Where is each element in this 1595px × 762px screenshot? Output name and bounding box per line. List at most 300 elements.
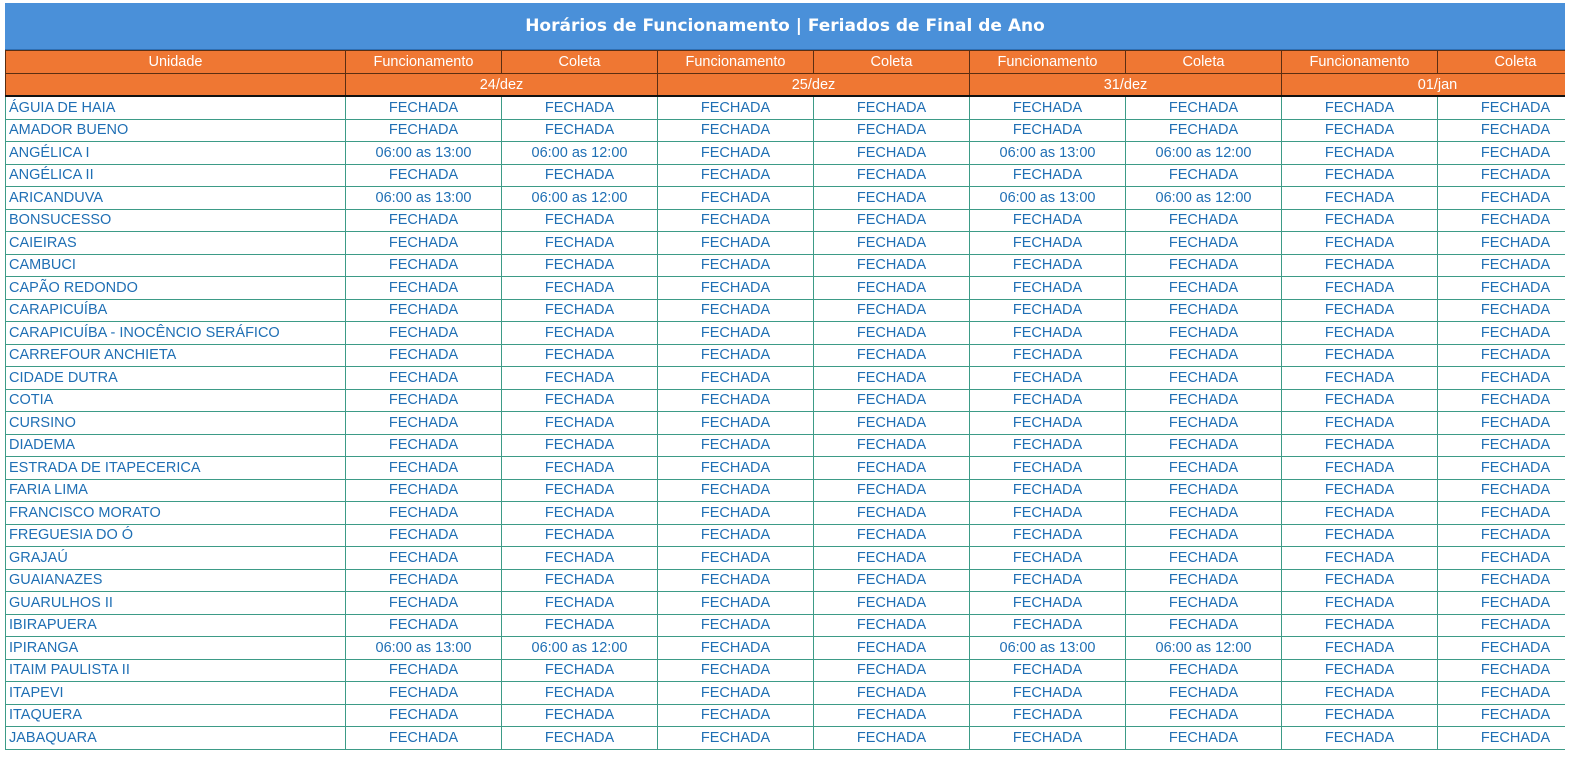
coleta-cell: FECHADA xyxy=(1438,232,1566,255)
funcionamento-cell: FECHADA xyxy=(658,547,814,570)
unit-name: IPIRANGA xyxy=(6,637,346,660)
funcionamento-cell: FECHADA xyxy=(970,96,1126,119)
unit-name: CURSINO xyxy=(6,412,346,435)
coleta-cell: FECHADA xyxy=(814,434,970,457)
funcionamento-cell: FECHADA xyxy=(346,614,502,637)
coleta-cell: FECHADA xyxy=(814,322,970,345)
funcionamento-cell: FECHADA xyxy=(346,457,502,480)
coleta-cell: FECHADA xyxy=(502,682,658,705)
coleta-cell: FECHADA xyxy=(502,659,658,682)
table-row xyxy=(6,704,1566,727)
funcionamento-cell: FECHADA xyxy=(346,704,502,727)
coleta-cell: 06:00 as 12:00 xyxy=(1126,187,1282,210)
funcionamento-cell: FECHADA xyxy=(970,457,1126,480)
table-row xyxy=(6,412,1566,435)
funcionamento-cell: FECHADA xyxy=(346,322,502,345)
coleta-cell: FECHADA xyxy=(1438,96,1566,119)
coleta-cell: FECHADA xyxy=(502,434,658,457)
funcionamento-cell: FECHADA xyxy=(658,614,814,637)
unit-name: CAIEIRAS xyxy=(6,232,346,255)
funcionamento-cell: FECHADA xyxy=(1282,569,1438,592)
coleta-cell: FECHADA xyxy=(1126,322,1282,345)
coleta-cell: FECHADA xyxy=(1438,457,1566,480)
coleta-cell: FECHADA xyxy=(1438,277,1566,300)
coleta-cell: FECHADA xyxy=(1126,412,1282,435)
funcionamento-cell: FECHADA xyxy=(1282,389,1438,412)
funcionamento-cell: FECHADA xyxy=(658,569,814,592)
unit-name: GUARULHOS II xyxy=(6,592,346,615)
funcionamento-cell: FECHADA xyxy=(658,389,814,412)
coleta-cell: FECHADA xyxy=(814,502,970,525)
coleta-cell: FECHADA xyxy=(814,659,970,682)
funcionamento-cell: FECHADA xyxy=(346,119,502,142)
coleta-cell: FECHADA xyxy=(1126,344,1282,367)
funcionamento-cell: FECHADA xyxy=(346,96,502,119)
coleta-cell: FECHADA xyxy=(1126,277,1282,300)
coleta-cell: FECHADA xyxy=(1438,367,1566,390)
header-funcionamento: Funcionamento xyxy=(1282,51,1438,74)
coleta-cell: FECHADA xyxy=(1438,254,1566,277)
coleta-cell: FECHADA xyxy=(1438,412,1566,435)
funcionamento-cell: FECHADA xyxy=(346,569,502,592)
funcionamento-cell: FECHADA xyxy=(970,254,1126,277)
coleta-cell: FECHADA xyxy=(814,524,970,547)
coleta-cell: FECHADA xyxy=(1126,119,1282,142)
funcionamento-cell: FECHADA xyxy=(1282,209,1438,232)
table-row xyxy=(6,142,1566,165)
unit-name: CAPÃO REDONDO xyxy=(6,277,346,300)
funcionamento-cell: FECHADA xyxy=(346,209,502,232)
funcionamento-cell: FECHADA xyxy=(346,727,502,750)
coleta-cell: FECHADA xyxy=(502,96,658,119)
coleta-cell: FECHADA xyxy=(1438,142,1566,165)
funcionamento-cell: FECHADA xyxy=(970,547,1126,570)
coleta-cell: FECHADA xyxy=(1126,389,1282,412)
coleta-cell: FECHADA xyxy=(814,457,970,480)
coleta-cell: FECHADA xyxy=(502,479,658,502)
table-row xyxy=(6,232,1566,255)
unit-name: ARICANDUVA xyxy=(6,187,346,210)
funcionamento-cell: FECHADA xyxy=(1282,637,1438,660)
funcionamento-cell: FECHADA xyxy=(658,502,814,525)
funcionamento-cell: FECHADA xyxy=(970,592,1126,615)
table-row xyxy=(6,682,1566,705)
coleta-cell: FECHADA xyxy=(1126,434,1282,457)
coleta-cell: FECHADA xyxy=(814,547,970,570)
coleta-cell: FECHADA xyxy=(1438,614,1566,637)
coleta-cell: FECHADA xyxy=(1126,367,1282,390)
unit-name: CAMBUCI xyxy=(6,254,346,277)
unit-name: GRAJAÚ xyxy=(6,547,346,570)
funcionamento-cell: FECHADA xyxy=(658,187,814,210)
coleta-cell: FECHADA xyxy=(1126,457,1282,480)
funcionamento-cell: FECHADA xyxy=(658,96,814,119)
coleta-cell: FECHADA xyxy=(814,412,970,435)
coleta-cell: FECHADA xyxy=(1438,187,1566,210)
coleta-cell: FECHADA xyxy=(1126,569,1282,592)
coleta-cell: FECHADA xyxy=(1438,389,1566,412)
funcionamento-cell: FECHADA xyxy=(346,479,502,502)
table-row xyxy=(6,299,1566,322)
funcionamento-cell: FECHADA xyxy=(346,502,502,525)
coleta-cell: FECHADA xyxy=(502,412,658,435)
coleta-cell: FECHADA xyxy=(1438,164,1566,187)
header-date: 31/dez xyxy=(970,74,1282,97)
funcionamento-cell: FECHADA xyxy=(1282,434,1438,457)
funcionamento-cell: FECHADA xyxy=(346,682,502,705)
coleta-cell: FECHADA xyxy=(502,389,658,412)
funcionamento-cell: FECHADA xyxy=(346,592,502,615)
coleta-cell: FECHADA xyxy=(1126,96,1282,119)
coleta-cell: FECHADA xyxy=(1126,547,1282,570)
table-row xyxy=(6,389,1566,412)
coleta-cell: FECHADA xyxy=(814,592,970,615)
funcionamento-cell: FECHADA xyxy=(658,322,814,345)
coleta-cell: FECHADA xyxy=(1438,569,1566,592)
header-coleta: Coleta xyxy=(502,51,658,74)
funcionamento-cell: FECHADA xyxy=(970,164,1126,187)
funcionamento-cell: FECHADA xyxy=(970,479,1126,502)
coleta-cell: FECHADA xyxy=(1126,502,1282,525)
coleta-cell: FECHADA xyxy=(1126,659,1282,682)
funcionamento-cell: FECHADA xyxy=(346,164,502,187)
funcionamento-cell: FECHADA xyxy=(970,727,1126,750)
funcionamento-cell: FECHADA xyxy=(658,592,814,615)
funcionamento-cell: FECHADA xyxy=(1282,187,1438,210)
table-row xyxy=(6,502,1566,525)
coleta-cell: FECHADA xyxy=(1438,659,1566,682)
coleta-cell: FECHADA xyxy=(1438,502,1566,525)
coleta-cell: FECHADA xyxy=(502,299,658,322)
coleta-cell: FECHADA xyxy=(814,727,970,750)
table-row xyxy=(6,434,1566,457)
table-row xyxy=(6,254,1566,277)
coleta-cell: FECHADA xyxy=(502,367,658,390)
funcionamento-cell: FECHADA xyxy=(658,524,814,547)
table-row xyxy=(6,119,1566,142)
coleta-cell: FECHADA xyxy=(1438,119,1566,142)
coleta-cell: FECHADA xyxy=(1438,434,1566,457)
funcionamento-cell: FECHADA xyxy=(658,299,814,322)
funcionamento-cell: FECHADA xyxy=(346,434,502,457)
coleta-cell: FECHADA xyxy=(502,209,658,232)
funcionamento-cell: 06:00 as 13:00 xyxy=(346,187,502,210)
coleta-cell: FECHADA xyxy=(502,727,658,750)
coleta-cell: FECHADA xyxy=(502,232,658,255)
funcionamento-cell: FECHADA xyxy=(970,299,1126,322)
coleta-cell: FECHADA xyxy=(502,322,658,345)
funcionamento-cell: FECHADA xyxy=(658,434,814,457)
column-header-row xyxy=(6,51,1566,74)
funcionamento-cell: FECHADA xyxy=(658,659,814,682)
header-date: 01/jan xyxy=(1282,74,1566,97)
coleta-cell: FECHADA xyxy=(1438,524,1566,547)
coleta-cell: FECHADA xyxy=(814,254,970,277)
coleta-cell: 06:00 as 12:00 xyxy=(502,187,658,210)
unit-name: FRANCISCO MORATO xyxy=(6,502,346,525)
coleta-cell: FECHADA xyxy=(1438,547,1566,570)
funcionamento-cell: FECHADA xyxy=(346,344,502,367)
coleta-cell: FECHADA xyxy=(1438,592,1566,615)
coleta-cell: FECHADA xyxy=(814,209,970,232)
funcionamento-cell: 06:00 as 13:00 xyxy=(970,637,1126,660)
funcionamento-cell: FECHADA xyxy=(658,209,814,232)
unit-name: FREGUESIA DO Ó xyxy=(6,524,346,547)
coleta-cell: FECHADA xyxy=(502,524,658,547)
coleta-cell: FECHADA xyxy=(502,547,658,570)
funcionamento-cell: FECHADA xyxy=(1282,547,1438,570)
funcionamento-cell: FECHADA xyxy=(658,254,814,277)
coleta-cell: FECHADA xyxy=(814,187,970,210)
funcionamento-cell: FECHADA xyxy=(658,119,814,142)
funcionamento-cell: FECHADA xyxy=(346,254,502,277)
unit-name: AMADOR BUENO xyxy=(6,119,346,142)
unit-name: DIADEMA xyxy=(6,434,346,457)
coleta-cell: FECHADA xyxy=(502,502,658,525)
coleta-cell: FECHADA xyxy=(1438,727,1566,750)
coleta-cell: FECHADA xyxy=(1438,322,1566,345)
header-funcionamento: Funcionamento xyxy=(970,51,1126,74)
table-row xyxy=(6,277,1566,300)
funcionamento-cell: FECHADA xyxy=(346,412,502,435)
coleta-cell: FECHADA xyxy=(814,96,970,119)
funcionamento-cell: FECHADA xyxy=(970,277,1126,300)
coleta-cell: FECHADA xyxy=(502,614,658,637)
funcionamento-cell: FECHADA xyxy=(1282,524,1438,547)
unit-name: IBIRAPUERA xyxy=(6,614,346,637)
unit-name: ESTRADA DE ITAPECERICA xyxy=(6,457,346,480)
funcionamento-cell: FECHADA xyxy=(970,322,1126,345)
funcionamento-cell: FECHADA xyxy=(970,367,1126,390)
funcionamento-cell: FECHADA xyxy=(970,704,1126,727)
coleta-cell: FECHADA xyxy=(814,682,970,705)
funcionamento-cell: FECHADA xyxy=(970,434,1126,457)
page-title: Horários de Funcionamento | Feriados de Final de Ano xyxy=(5,3,1565,50)
unit-name: CARAPICUÍBA xyxy=(6,299,346,322)
funcionamento-cell: FECHADA xyxy=(1282,299,1438,322)
unit-name: GUAIANAZES xyxy=(6,569,346,592)
coleta-cell: FECHADA xyxy=(1126,592,1282,615)
coleta-cell: FECHADA xyxy=(502,704,658,727)
coleta-cell: FECHADA xyxy=(814,164,970,187)
funcionamento-cell: FECHADA xyxy=(1282,614,1438,637)
funcionamento-cell: FECHADA xyxy=(1282,727,1438,750)
unit-name: FARIA LIMA xyxy=(6,479,346,502)
coleta-cell: FECHADA xyxy=(814,704,970,727)
funcionamento-cell: FECHADA xyxy=(346,232,502,255)
funcionamento-cell: FECHADA xyxy=(970,682,1126,705)
coleta-cell: FECHADA xyxy=(814,142,970,165)
header-funcionamento: Funcionamento xyxy=(658,51,814,74)
unit-name: CARAPICUÍBA - INOCÊNCIO SERÁFICO xyxy=(6,322,346,345)
coleta-cell: FECHADA xyxy=(1126,682,1282,705)
table-row xyxy=(6,592,1566,615)
table-row xyxy=(6,367,1566,390)
unit-name: CARREFOUR ANCHIETA xyxy=(6,344,346,367)
coleta-cell: FECHADA xyxy=(502,569,658,592)
unit-name: CIDADE DUTRA xyxy=(6,367,346,390)
header-funcionamento: Funcionamento xyxy=(346,51,502,74)
funcionamento-cell: FECHADA xyxy=(346,524,502,547)
table-row xyxy=(6,164,1566,187)
funcionamento-cell: FECHADA xyxy=(970,614,1126,637)
funcionamento-cell: 06:00 as 13:00 xyxy=(346,637,502,660)
coleta-cell: FECHADA xyxy=(1126,209,1282,232)
coleta-cell: FECHADA xyxy=(814,389,970,412)
funcionamento-cell: FECHADA xyxy=(1282,412,1438,435)
funcionamento-cell: FECHADA xyxy=(970,524,1126,547)
funcionamento-cell: FECHADA xyxy=(658,344,814,367)
coleta-cell: FECHADA xyxy=(1438,479,1566,502)
header-unit: Unidade xyxy=(6,51,346,74)
coleta-cell: FECHADA xyxy=(814,232,970,255)
funcionamento-cell: FECHADA xyxy=(346,389,502,412)
funcionamento-cell: FECHADA xyxy=(970,389,1126,412)
funcionamento-cell: FECHADA xyxy=(658,232,814,255)
coleta-cell: FECHADA xyxy=(502,254,658,277)
funcionamento-cell: FECHADA xyxy=(658,727,814,750)
coleta-cell: 06:00 as 12:00 xyxy=(1126,142,1282,165)
funcionamento-cell: FECHADA xyxy=(1282,367,1438,390)
funcionamento-cell: FECHADA xyxy=(970,119,1126,142)
funcionamento-cell: FECHADA xyxy=(970,209,1126,232)
funcionamento-cell: FECHADA xyxy=(346,299,502,322)
unit-name: ANGÉLICA I xyxy=(6,142,346,165)
funcionamento-cell: FECHADA xyxy=(1282,232,1438,255)
funcionamento-cell: FECHADA xyxy=(970,232,1126,255)
funcionamento-cell: FECHADA xyxy=(658,704,814,727)
coleta-cell: FECHADA xyxy=(1126,164,1282,187)
table-row xyxy=(6,637,1566,660)
funcionamento-cell: FECHADA xyxy=(658,479,814,502)
funcionamento-cell: FECHADA xyxy=(1282,322,1438,345)
coleta-cell: FECHADA xyxy=(814,614,970,637)
funcionamento-cell: FECHADA xyxy=(1282,704,1438,727)
coleta-cell: FECHADA xyxy=(814,479,970,502)
funcionamento-cell: 06:00 as 13:00 xyxy=(970,142,1126,165)
coleta-cell: FECHADA xyxy=(502,164,658,187)
unit-name: JABAQUARA xyxy=(6,727,346,750)
table-row xyxy=(6,209,1566,232)
table-row xyxy=(6,187,1566,210)
header-coleta: Coleta xyxy=(814,51,970,74)
coleta-cell: FECHADA xyxy=(1126,727,1282,750)
coleta-cell: FECHADA xyxy=(502,592,658,615)
funcionamento-cell: FECHADA xyxy=(1282,682,1438,705)
funcionamento-cell: FECHADA xyxy=(1282,96,1438,119)
coleta-cell: FECHADA xyxy=(814,367,970,390)
funcionamento-cell: FECHADA xyxy=(1282,277,1438,300)
funcionamento-cell: FECHADA xyxy=(1282,502,1438,525)
table-row xyxy=(6,96,1566,119)
table-body xyxy=(6,96,1566,749)
table-row xyxy=(6,344,1566,367)
coleta-cell: FECHADA xyxy=(814,299,970,322)
coleta-cell: FECHADA xyxy=(814,119,970,142)
header-coleta: Coleta xyxy=(1126,51,1282,74)
funcionamento-cell: FECHADA xyxy=(970,569,1126,592)
funcionamento-cell: FECHADA xyxy=(346,547,502,570)
funcionamento-cell: FECHADA xyxy=(1282,592,1438,615)
coleta-cell: FECHADA xyxy=(1438,299,1566,322)
coleta-cell: 06:00 as 12:00 xyxy=(502,142,658,165)
header-blank xyxy=(6,74,346,97)
funcionamento-cell: FECHADA xyxy=(970,344,1126,367)
unit-name: BONSUCESSO xyxy=(6,209,346,232)
schedule-sheet xyxy=(5,3,1565,762)
coleta-cell: FECHADA xyxy=(1438,344,1566,367)
coleta-cell: FECHADA xyxy=(1126,704,1282,727)
table-row xyxy=(6,569,1566,592)
funcionamento-cell: FECHADA xyxy=(1282,479,1438,502)
header-coleta: Coleta xyxy=(1438,51,1566,74)
coleta-cell: FECHADA xyxy=(1126,479,1282,502)
funcionamento-cell: FECHADA xyxy=(346,367,502,390)
funcionamento-cell: FECHADA xyxy=(1282,142,1438,165)
table-row xyxy=(6,524,1566,547)
coleta-cell: 06:00 as 12:00 xyxy=(502,637,658,660)
coleta-cell: FECHADA xyxy=(814,637,970,660)
coleta-cell: FECHADA xyxy=(1126,232,1282,255)
funcionamento-cell: FECHADA xyxy=(658,457,814,480)
coleta-cell: FECHADA xyxy=(1126,524,1282,547)
funcionamento-cell: FECHADA xyxy=(1282,119,1438,142)
funcionamento-cell: FECHADA xyxy=(658,277,814,300)
funcionamento-cell: FECHADA xyxy=(658,412,814,435)
funcionamento-cell: 06:00 as 13:00 xyxy=(970,187,1126,210)
funcionamento-cell: FECHADA xyxy=(346,277,502,300)
funcionamento-cell: FECHADA xyxy=(970,659,1126,682)
header-date: 25/dez xyxy=(658,74,970,97)
table-row xyxy=(6,479,1566,502)
unit-name: ANGÉLICA II xyxy=(6,164,346,187)
coleta-cell: FECHADA xyxy=(814,569,970,592)
date-header-row xyxy=(6,74,1566,97)
table-row xyxy=(6,727,1566,750)
coleta-cell: FECHADA xyxy=(502,457,658,480)
coleta-cell: FECHADA xyxy=(1438,682,1566,705)
coleta-cell: FECHADA xyxy=(502,119,658,142)
funcionamento-cell: FECHADA xyxy=(1282,659,1438,682)
funcionamento-cell: FECHADA xyxy=(658,682,814,705)
table-row xyxy=(6,322,1566,345)
funcionamento-cell: FECHADA xyxy=(1282,254,1438,277)
table-row xyxy=(6,457,1566,480)
coleta-cell: FECHADA xyxy=(502,344,658,367)
coleta-cell: FECHADA xyxy=(1126,299,1282,322)
coleta-cell: FECHADA xyxy=(814,344,970,367)
table-row xyxy=(6,659,1566,682)
coleta-cell: FECHADA xyxy=(814,277,970,300)
funcionamento-cell: FECHADA xyxy=(346,659,502,682)
unit-name: ÁGUIA DE HAIA xyxy=(6,96,346,119)
coleta-cell: FECHADA xyxy=(1438,209,1566,232)
unit-name: ITAQUERA xyxy=(6,704,346,727)
table-row xyxy=(6,614,1566,637)
funcionamento-cell: 06:00 as 13:00 xyxy=(346,142,502,165)
header-date: 24/dez xyxy=(346,74,658,97)
schedule-table xyxy=(5,50,1565,750)
funcionamento-cell: FECHADA xyxy=(658,142,814,165)
coleta-cell: FECHADA xyxy=(502,277,658,300)
funcionamento-cell: FECHADA xyxy=(1282,344,1438,367)
funcionamento-cell: FECHADA xyxy=(658,367,814,390)
unit-name: ITAPEVI xyxy=(6,682,346,705)
table-row xyxy=(6,547,1566,570)
funcionamento-cell: FECHADA xyxy=(658,637,814,660)
funcionamento-cell: FECHADA xyxy=(970,502,1126,525)
unit-name: ITAIM PAULISTA II xyxy=(6,659,346,682)
